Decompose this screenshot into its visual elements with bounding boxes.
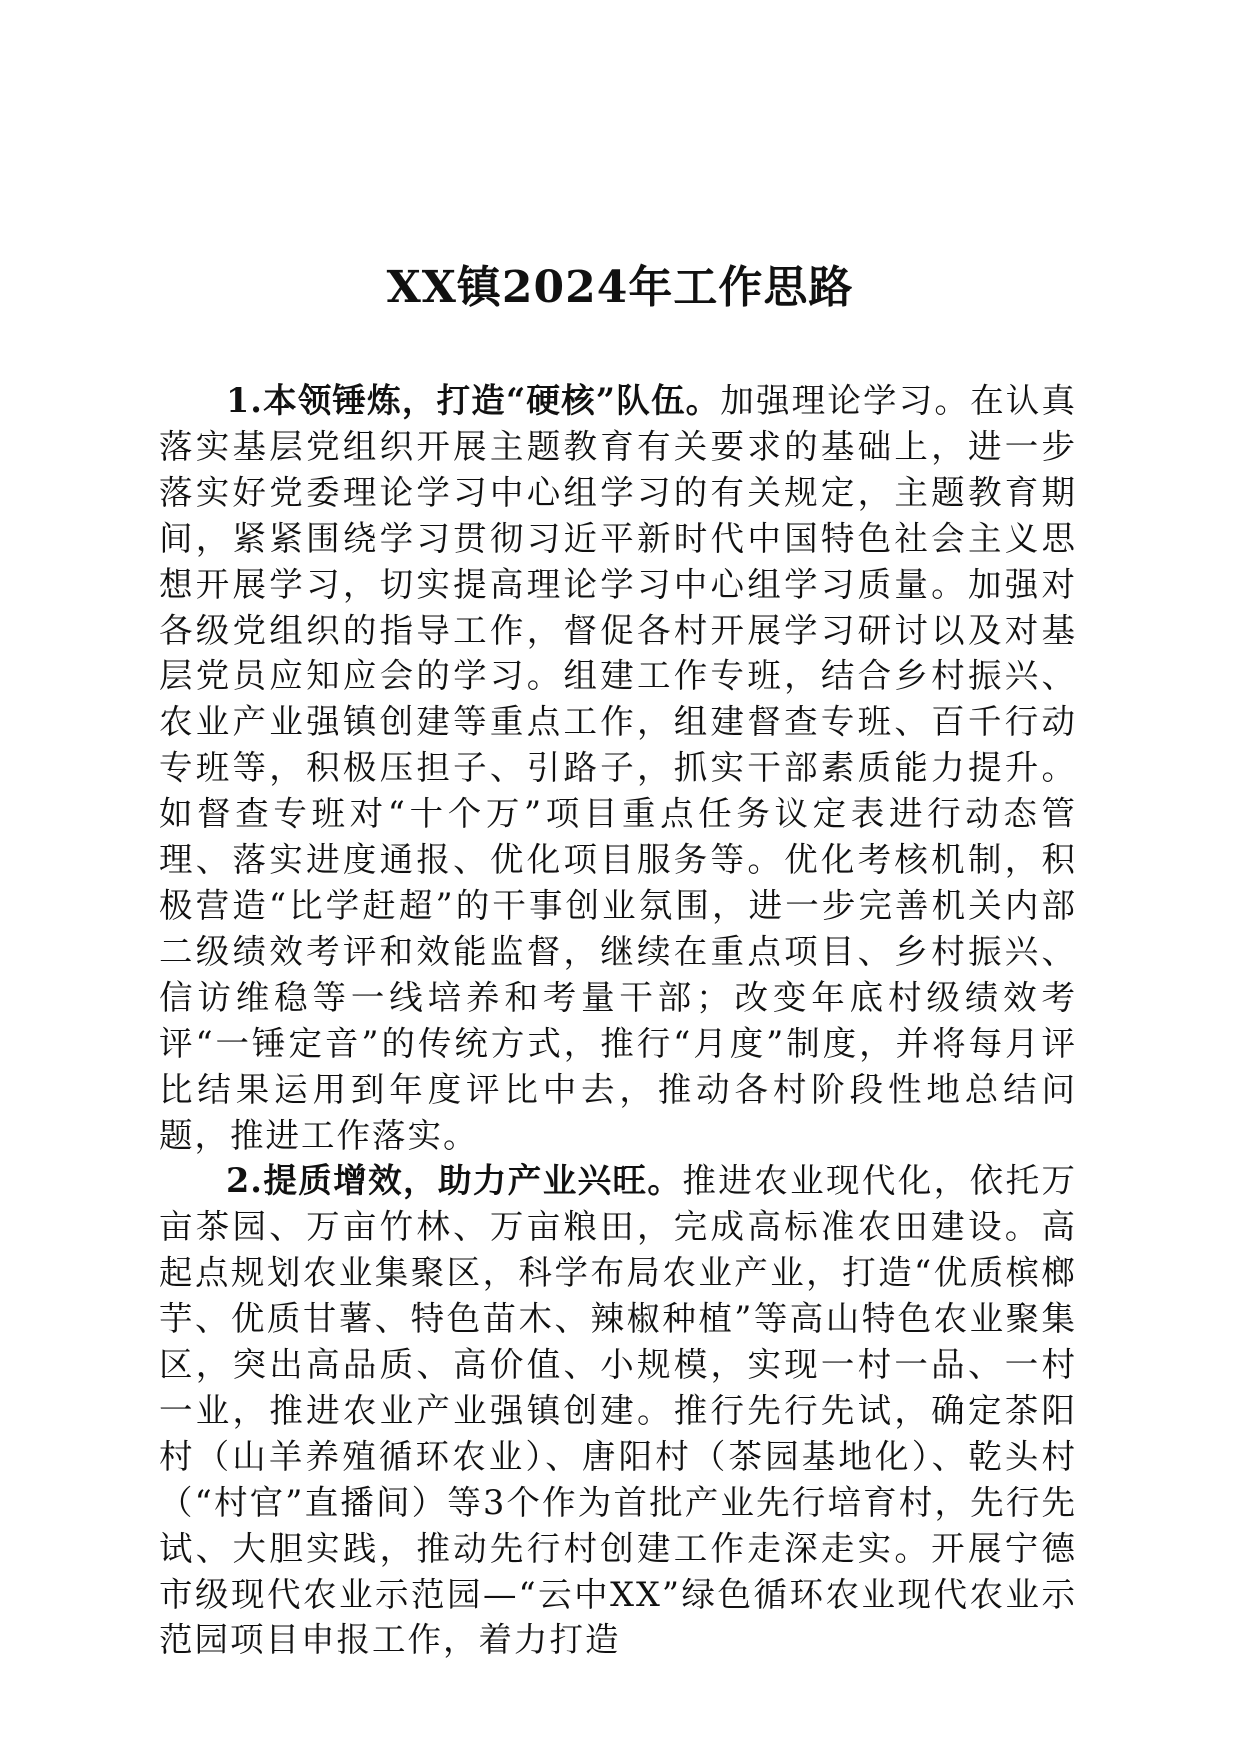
paragraph-2-text: 推进农业现代化，依托万亩茶园、万亩竹林、万亩粮田，完成高标准农田建设。高起点规划农业集聚区，科学布局农业产业，打造“优质槟榔芋、优质甘薯、特色苗木、辣椒种植”等高山特色农业聚集区，突出高品质、高价值、小规模，实现一村一品、一村一业，推进农业产业强镇创建。推行先行先试，确定茶阳村（山羊养殖循环农业）、唐阳村（茶园基地化）、乾头村（“村官”直播间）等3个作为首批产业先行培育村，先行先试、大胆实践，推动先行村创建工作走深走实。开展宁德市级现代农业示范园—“云中XX”绿色循环农业现代农业示范园项目申报工作，着力打造: [159, 1161, 1077, 1660]
document-title: XX镇2024年工作思路: [386, 262, 854, 313]
paragraph-1-heading: 1.本领锤炼，打造“硬核”队伍。: [226, 381, 721, 420]
paragraph-1-text: 加强理论学习。在认真落实基层党组织开展主题教育有关要求的基础上，进一步落实好党委理论学习中心组学习的有关规定，主题教育期间，紧紧围绕学习贯彻习近平新时代中国特色社会主义思想开展学习，切实提高理论学习中心组学习质量。加强对各级党组织的指导工作，督促各村开展学习研讨以及对基层党员应知应会的学习。组建工作专班，结合乡村振兴、农业产业强镇创建等重点工作，组建督查专班、百千行动专班等，积极压担子、引路子，抓实干部素质能力提升。如督查专班对“十个万”项目重点任务议定表进行动态管理、落实进度通报、优化项目服务等。优化考核机制，积极营造“比学赶超”的干事创业氛围，进一步完善机关内部二级绩效考评和效能监督，继续在重点项目、乡村振兴、信访维稳等一线培养和考量干部；改变年底村级绩效考评“一锤定音”的传统方式，推行“月度”制度，并将每月评比结果运用到年度评比中去，推动各村阶段性地总结问题，推进工作落实。: [159, 381, 1077, 1155]
paragraph-2: [159, 1158, 1077, 1663]
paragraph-2-heading: 2.提质增效，助力产业兴旺。: [226, 1161, 683, 1201]
paragraph-1: [159, 378, 1077, 1158]
document-body: [159, 378, 1077, 1663]
